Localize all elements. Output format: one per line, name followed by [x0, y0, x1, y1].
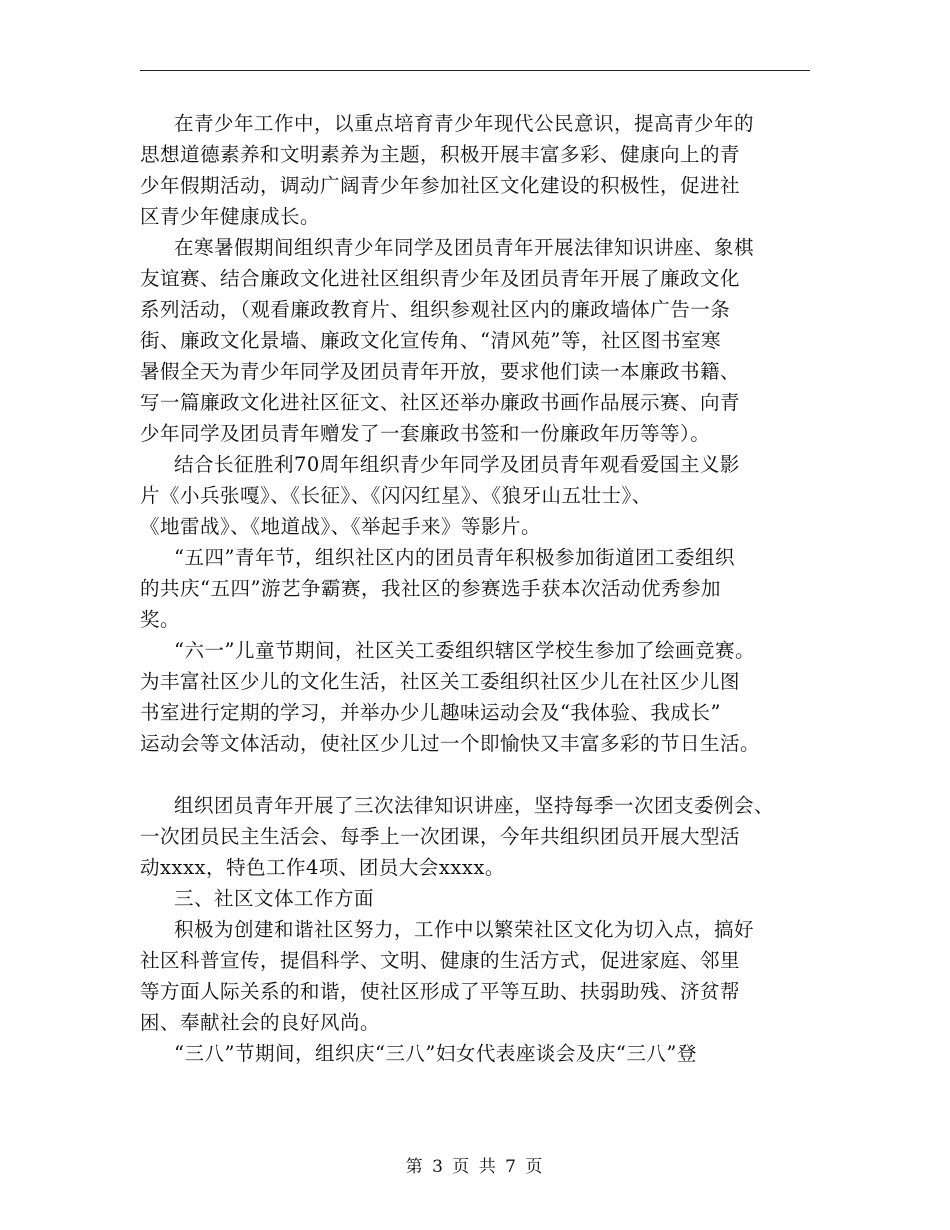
- header-rule: [140, 70, 810, 71]
- text-line: 区青少年健康成长。: [140, 205, 321, 228]
- document-body: [140, 108, 820, 1069]
- text-line: 书室进行定期的学习，并举办少儿趣味运动会及“我体验、我成长”: [140, 701, 721, 724]
- text-line: 暑假全天为青少年同学及团员青年开放，要求他们读一本廉政书籍、: [140, 360, 741, 383]
- text-line: 在寒暑假期间组织青少年同学及团员青年开展法律知识讲座、象棋: [174, 236, 755, 259]
- text-line: “五四”青年节，组织社区内的团员青年积极参加街道团工委组织: [174, 546, 735, 569]
- text-line: 运动会等文体活动，使社区少儿过一个即愉快又丰富多彩的节日生活。: [140, 732, 761, 755]
- text-line: 结合长征胜利70周年组织青少年同学及团员青年观看爱国主义影: [174, 453, 740, 476]
- text-line: 一次团员民主生活会、每季上一次团课，今年共组织团员开展大型活: [140, 825, 741, 848]
- text-line: 三、社区文体工作方面: [174, 887, 375, 910]
- text-line: 的共庆“五四”游艺争霸赛，我社区的参赛选手获本次活动优秀参加: [140, 577, 721, 600]
- text-line: 少年假期活动，调动广阔青少年参加社区文化建设的积极性，促进社: [140, 174, 741, 197]
- text-line: 写一篇廉政文化进社区征文、社区还举办廉政书画作品展示赛、向青: [140, 391, 741, 414]
- text-line: 《地雷战》、《地道战》、《举起手来》等影片。: [140, 515, 542, 538]
- text-line: “六一”儿童节期间，社区关工委组织辖区学校生参加了绘画竞赛。: [174, 639, 755, 662]
- text-line: 友谊赛、结合廉政文化进社区组织青少年及团员青年开展了廉政文化: [140, 267, 741, 290]
- text-line: 动xxxx，特色工作4项、团员大会xxxx。: [140, 856, 505, 879]
- page-number: 第 3 页 共 7 页: [405, 1157, 545, 1177]
- text-line: 系列活动，（观看廉政教育片、组织参观社区内的廉政墙体广告一条: [140, 298, 731, 321]
- blank-line: [140, 759, 820, 790]
- text-line: 社区科普宣传，提倡科学、文明、健康的生活方式，促进家庭、邻里: [140, 949, 741, 972]
- text-line: 困、奉献社会的良好风尚。: [140, 1011, 381, 1034]
- text-line: 街、廉政文化景墙、廉政文化宣传角、“清风苑”等，社区图书室寒: [140, 329, 721, 352]
- text-line: 少年同学及团员青年赠发了一套廉政书签和一份廉政年历等等）。: [140, 422, 711, 445]
- text-line: 片《小兵张嘎》、《长征》、《闪闪红星》、《狼牙山五壮士》、: [140, 484, 652, 507]
- text-line: 奖。: [140, 608, 181, 631]
- text-line: “三八”节期间，组织庆“三八”妇女代表座谈会及庆“三八”登: [174, 1042, 697, 1065]
- text-line: 组织团员青年开展了三次法律知识讲座，坚持每季一次团支委例会、: [174, 794, 775, 817]
- text-line: 等方面人际关系的和谐，使社区形成了平等互助、扶弱助残、济贫帮: [140, 980, 741, 1003]
- text-line: 思想道德素养和文明素养为主题，积极开展丰富多彩、健康向上的青: [140, 143, 741, 166]
- text-line: 积极为创建和谐社区努力，工作中以繁荣社区文化为切入点，搞好: [174, 918, 755, 941]
- text-line: 在青少年工作中，以重点培育青少年现代公民意识，提高青少年的: [174, 112, 755, 135]
- text-line: 为丰富社区少儿的文化生活，社区关工委组织社区少儿在社区少儿图: [140, 670, 741, 693]
